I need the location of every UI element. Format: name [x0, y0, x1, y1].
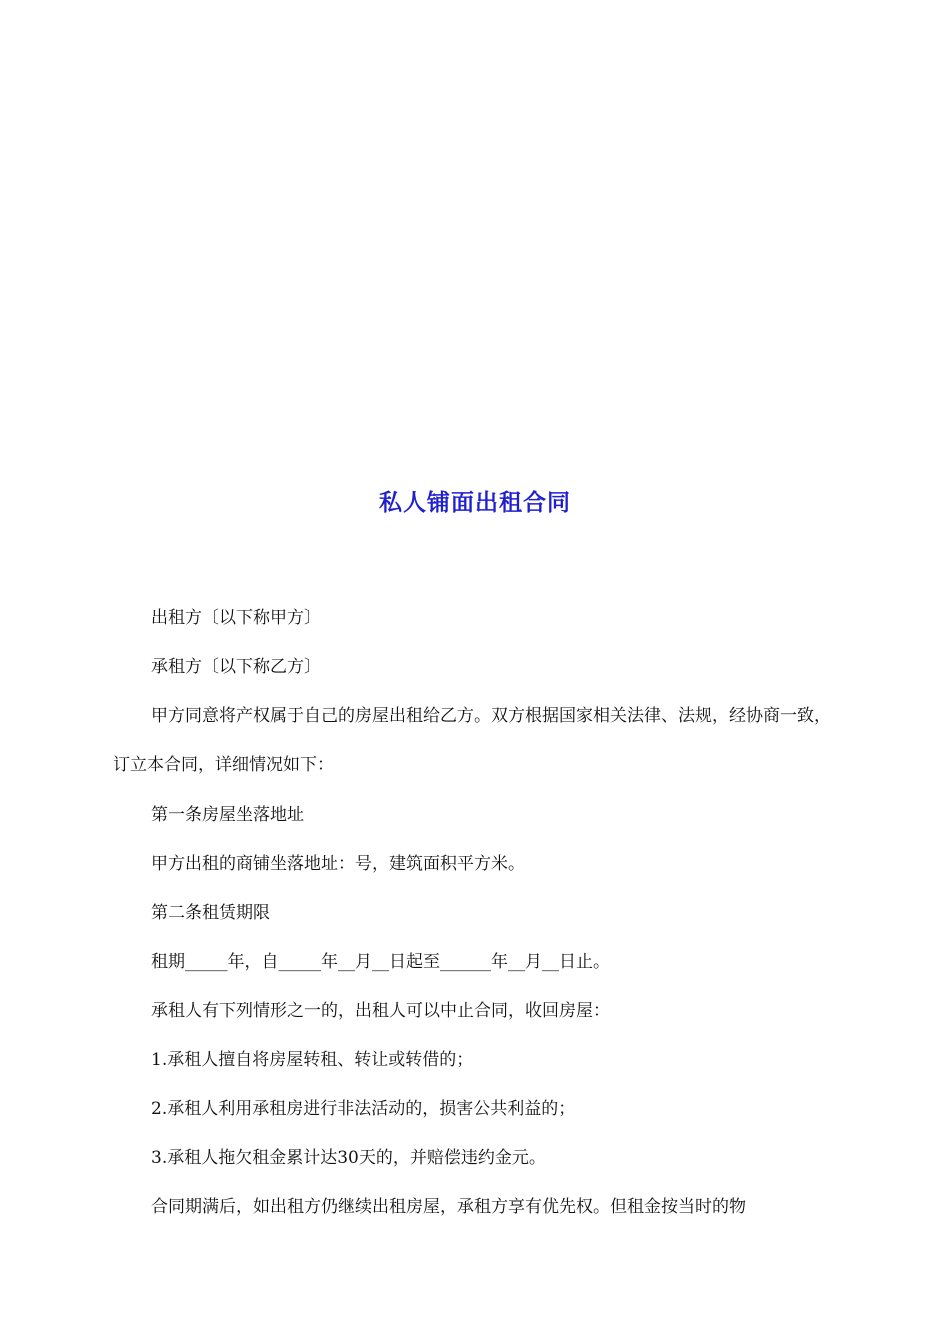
paragraph-termination-conditions: 承租人有下列情形之一的，出租人可以中止合同，收回房屋：: [151, 1001, 610, 1021]
paragraph-address: 甲方出租的商铺坐落地址：号，建筑面积平方米。: [151, 854, 525, 874]
paragraph-article-1-heading: 第一条房屋坐落地址: [151, 805, 304, 825]
document-title: 私人铺面出租合同: [379, 490, 571, 516]
paragraph-article-2-heading: 第二条租赁期限: [151, 903, 270, 923]
paragraph-condition-3: 3.承租人拖欠租金累计达30天的，并赔偿违约金元。: [151, 1148, 546, 1168]
paragraph-lessee: 承租方〔以下称乙方〕: [151, 657, 321, 677]
paragraph-agreement: 甲方同意将产权属于自己的房屋出租给乙方。双方根据国家相关法律、法规，经协商一致，订立本合同，详细情况如下：: [113, 706, 831, 775]
paragraph-lessor: 出租方〔以下称甲方〕: [151, 608, 321, 628]
paragraph-lease-term: 租期_____年，自_____年__月__日起至______年__月__日止。: [151, 952, 610, 972]
document-body: [113, 606, 838, 1219]
paragraph-condition-2: 2.承租人利用承租房进行非法活动的，损害公共利益的；: [151, 1099, 576, 1119]
paragraph-renewal: 合同期满后，如出租方仍继续出租房屋，承租方享有优先权。但租金按当时的物: [151, 1197, 746, 1217]
paragraph-condition-1: 1.承租人擅自将房屋转租、转让或转借的；: [151, 1050, 474, 1070]
